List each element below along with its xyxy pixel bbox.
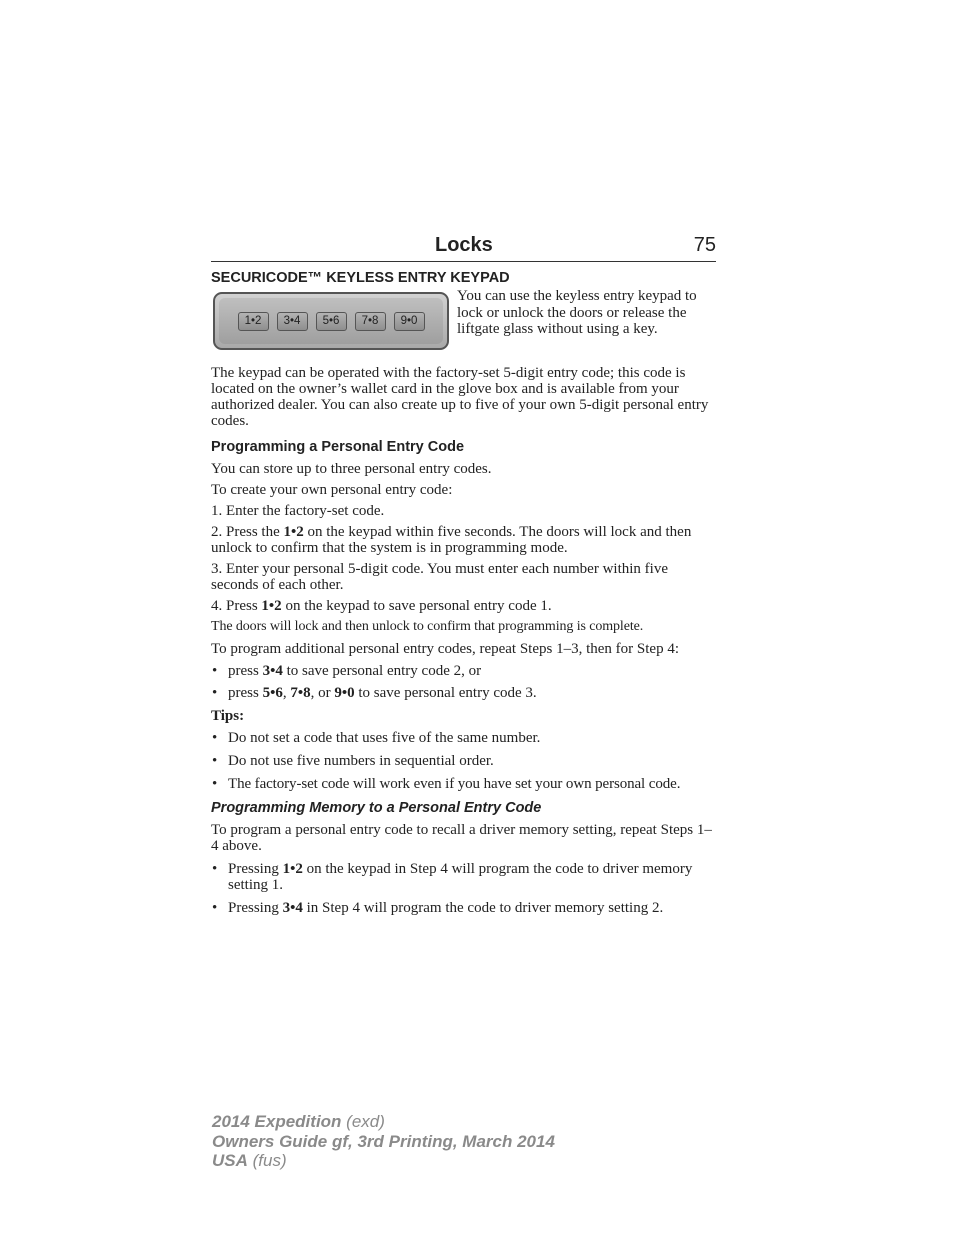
page-footer	[212, 1112, 555, 1171]
list-item: • Do not use five numbers in sequential order.	[211, 753, 716, 769]
key-code: 3•4	[282, 900, 303, 916]
key-code: 1•2	[261, 598, 282, 614]
step-4: 4. Press 1•2 on the keypad to save personal entry code 1.	[211, 598, 552, 614]
step-1: 1. Enter the factory-set code.	[211, 503, 385, 519]
section-title: SECURICODE™ KEYLESS ENTRY KEYPAD	[211, 270, 510, 286]
list-item: • Pressing 1•2 on the keypad in Step 4 will program the code to driver memory setting 1.	[211, 861, 716, 893]
keypad-key: 3•4	[277, 312, 308, 331]
list-item: • press 3•4 to save personal entry code 2, or	[211, 663, 716, 679]
keypad-illustration	[213, 292, 449, 350]
keypad-key: 5•6	[316, 312, 347, 331]
list-item: • The factory-set code will work even if you have set your own personal code.	[211, 776, 716, 792]
paragraph: To program a personal entry code to recall a driver memory setting, repeat Steps 1–4 above.	[211, 822, 712, 854]
keypad-key: 1•2	[238, 312, 269, 331]
page-number: 75	[693, 234, 716, 256]
footer-model: 2014 Expedition	[212, 1112, 342, 1131]
paragraph: To create your own personal entry code:	[211, 482, 453, 498]
key-code: 1•2	[282, 861, 303, 877]
key-code: 9•0	[334, 685, 355, 701]
page-header	[211, 228, 716, 262]
subsection-heading: Programming Memory to a Personal Entry Code	[211, 800, 542, 816]
keypad-key: 9•0	[394, 312, 425, 331]
key-code: 3•4	[262, 663, 283, 679]
paragraph: To program additional personal entry codes, repeat Steps 1–3, then for Step 4:	[211, 641, 679, 657]
page-content	[211, 228, 716, 916]
keypad-key: 7•8	[355, 312, 386, 331]
footer-region: USA	[212, 1151, 248, 1170]
key-code: 7•8	[290, 685, 311, 701]
code-list	[211, 663, 716, 701]
list-item: • Pressing 3•4 in Step 4 will program the code to driver memory setting 2.	[211, 900, 716, 916]
step-2: 2. Press the 1•2 on the keypad within five seconds. The doors will lock and then unlock to confirm that the system is in programming mode.	[211, 524, 692, 556]
tips-label: Tips:	[211, 708, 245, 724]
memory-list	[211, 861, 716, 916]
paragraph: The doors will lock and then unlock to confirm that programming is complete.	[211, 619, 644, 634]
list-item: • press 5•6, 7•8, or 9•0 to save personal entry code 3.	[211, 685, 716, 701]
list-item: • Do not set a code that uses five of the same number.	[211, 730, 716, 746]
key-code: 1•2	[283, 524, 304, 540]
chapter-title: Locks	[435, 234, 493, 256]
intro-block	[211, 290, 716, 350]
subsection-heading: Programming a Personal Entry Code	[211, 439, 465, 455]
intro-text: You can use the keyless entry keypad to lock or unlock the doors or release the liftgate glass without using a key.	[457, 288, 697, 337]
footer-region-code: (fus)	[247, 1151, 287, 1170]
paragraph: The keypad can be operated with the factory-set 5-digit entry code; this code is located on the owner’s wallet card in the glove box and is available from your authorized dealer. You can also create up to five of your own 5-digit personal entry codes.	[211, 365, 709, 429]
tips-list	[211, 730, 716, 792]
key-code: 5•6	[262, 685, 283, 701]
paragraph: You can store up to three personal entry codes.	[211, 461, 492, 477]
step-3: 3. Enter your personal 5-digit code. You must enter each number within five seconds of each other.	[211, 561, 668, 593]
footer-model-code: (exd)	[341, 1112, 385, 1131]
footer-guide: Owners Guide gf, 3rd Printing, March 2014	[212, 1131, 555, 1151]
